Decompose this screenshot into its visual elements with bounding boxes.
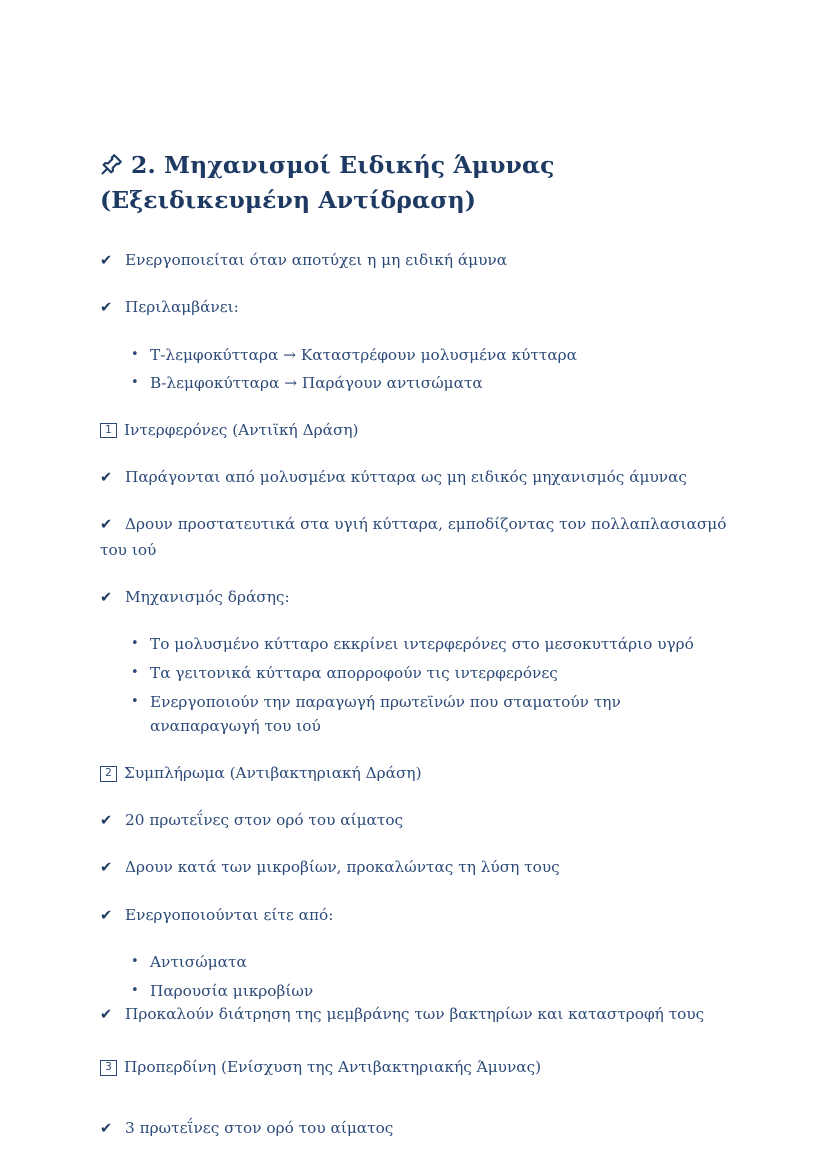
check-icon: ✔ [100, 517, 113, 534]
check-line [100, 903, 730, 928]
bullet-icon: • [131, 346, 139, 362]
check-line-text: Ενεργοποιούνται είτε από: [125, 905, 334, 924]
check-line-text: Δρουν προστατευτικά στα υγιή κύτταρα, εμποδίζοντας τον πολλαπλασιασμό του ιού [100, 515, 727, 559]
page-title [100, 148, 730, 218]
pushpin-icon [100, 152, 124, 176]
list-item-text: Ενεργοποιούν την παραγωγή πρωτεϊνών που σταματούν την αναπαραγωγή του ιού [150, 692, 621, 736]
bullet-list [100, 632, 730, 739]
list-item [131, 979, 730, 1004]
bullet-list [100, 343, 730, 397]
list-item-text: Το μολυσμένο κύτταρο εκκρίνει ιντερφερόνες στο μεσοκυττάριο υγρό [150, 635, 694, 654]
subsection-title: Προπερδίνη (Ενίσχυση της Αντιβακτηριακής Άμυνας) [124, 1058, 542, 1077]
check-line [100, 808, 730, 833]
list-item [131, 371, 730, 396]
list-item-text: Τα γειτονικά κύτταρα απορροφούν τις ιντερφερόνες [150, 663, 558, 682]
list-item-text: Παρουσία μικροβίων [150, 982, 314, 1001]
list-item [131, 950, 730, 975]
check-icon: ✔ [100, 907, 113, 924]
bullet-icon: • [131, 983, 139, 999]
check-line [100, 855, 730, 880]
spacer [100, 1102, 730, 1116]
bullet-icon: • [131, 693, 139, 709]
bullet-list [100, 950, 730, 1004]
subsection-title: Ιντερφερόνες (Αντιϊκή Δράση) [124, 421, 359, 440]
check-icon: ✔ [100, 300, 113, 317]
check-icon: ✔ [100, 812, 113, 829]
bullet-icon: • [131, 375, 139, 391]
check-line-text: Περιλαμβάνει: [125, 298, 239, 317]
subsection-title: Συμπλήρωμα (Αντιβακτηριακή Δράση) [124, 764, 422, 783]
check-line-text: Παράγονται από μολυσμένα κύτταρα ως μη ειδικός μηχανισμός άμυνας [125, 467, 687, 486]
check-icon: ✔ [100, 252, 113, 269]
bullet-icon: • [131, 664, 139, 680]
bullet-icon: • [131, 636, 139, 652]
check-icon: ✔ [100, 589, 113, 606]
check-line [100, 585, 730, 610]
subsection-heading-3 [100, 1055, 730, 1080]
check-line-text: Μηχανισμός δράσης: [125, 587, 290, 606]
keycap-number-icon: 3 [100, 1060, 117, 1075]
check-line [100, 465, 730, 490]
check-line-text: Προκαλούν διάτρηση της μεμβράνης των βακτηρίων και καταστροφή τους [125, 1004, 705, 1023]
list-item-text: Αντισώματα [150, 953, 247, 972]
list-item-text: Τ-λεμφοκύτταρα → Καταστρέφουν μολυσμένα κύτταρα [150, 345, 577, 364]
keycap-number-icon: 2 [100, 766, 117, 781]
page-title-text: 2. Μηχανισμοί Ειδικής Άμυνας (Εξειδικευμένη Αντίδραση) [100, 151, 555, 214]
check-line-text: Ενεργοποιείται όταν αποτύχει η μη ειδική άμυνα [125, 250, 508, 269]
check-line [100, 248, 730, 273]
list-item-text: Β-λεμφοκύτταρα → Παράγουν αντισώματα [150, 374, 483, 393]
check-line [100, 1002, 730, 1027]
list-item [131, 632, 730, 657]
check-line [100, 512, 730, 562]
check-icon: ✔ [100, 469, 113, 486]
list-item [131, 690, 730, 740]
check-line-text: Δρουν κατά των μικροβίων, προκαλώντας τη λύση τους [125, 858, 560, 877]
check-line-text: 3 πρωτεΐνες στον ορό του αίματος [125, 1119, 394, 1138]
check-icon: ✔ [100, 1121, 113, 1138]
check-icon: ✔ [100, 860, 113, 877]
check-icon: ✔ [100, 1006, 113, 1023]
bullet-icon: • [131, 954, 139, 970]
subsection-heading-2 [100, 761, 730, 786]
check-line [100, 295, 730, 320]
check-line-text: 20 πρωτεΐνες στον ορό του αίματος [125, 810, 404, 829]
subsection-heading-1 [100, 418, 730, 443]
keycap-number-icon: 1 [100, 423, 117, 438]
list-item [131, 343, 730, 368]
check-line [100, 1116, 730, 1141]
list-item [131, 661, 730, 686]
